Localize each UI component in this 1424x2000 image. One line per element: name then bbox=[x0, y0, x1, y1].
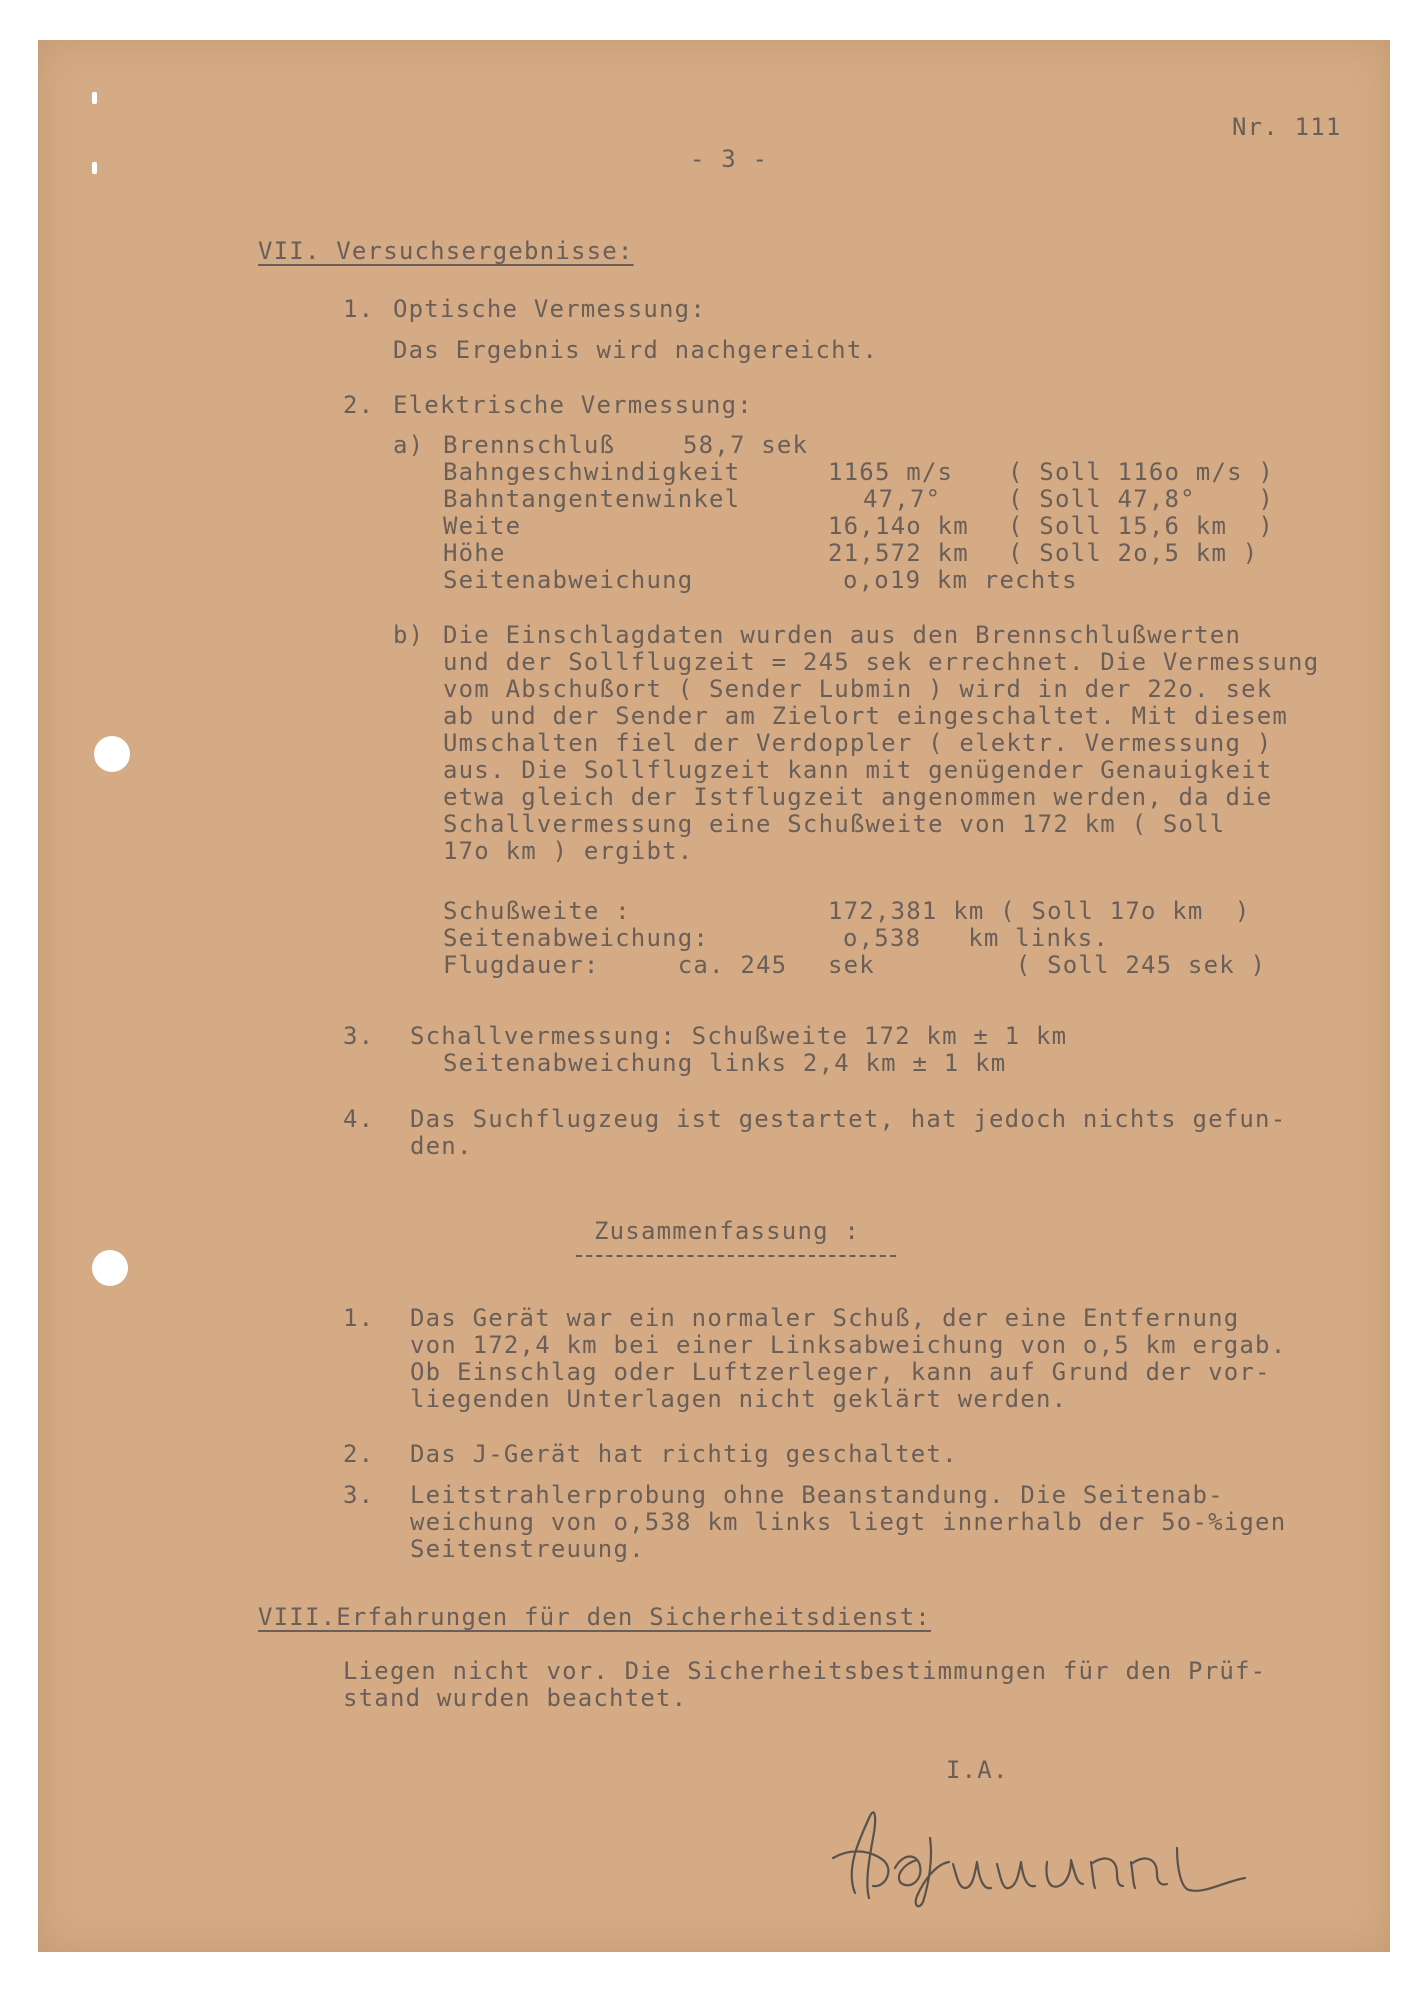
item-text: Seitenabweichung links 2,4 km ± 1 km bbox=[443, 1049, 1007, 1077]
measurement-label: Brennschluß bbox=[443, 431, 616, 459]
item-text: Das Ergebnis wird nachgereicht. bbox=[393, 336, 879, 364]
measurement-value: o,o19 km rechts bbox=[843, 566, 1078, 594]
item-text: den. bbox=[410, 1132, 473, 1160]
list-marker: b) bbox=[393, 621, 425, 649]
margin-mark bbox=[92, 162, 97, 174]
item-text: Schallvermessung: Schußweite 172 km ± 1 km bbox=[410, 1022, 1068, 1050]
item-number: 3. bbox=[343, 1022, 375, 1050]
measurement-value: 16,14o km bbox=[828, 512, 969, 540]
measurement-target: ( Soll 15,6 km ) bbox=[1008, 512, 1275, 540]
paragraph-line: vom Abschußort ( Sender Lubmin ) wird in der 22o. sek bbox=[443, 675, 1273, 703]
paragraph-line: 17o km ) ergibt. bbox=[443, 837, 694, 865]
paragraph-line: stand wurden beachtet. bbox=[343, 1684, 688, 1712]
item-text: Das Suchflugzeug ist gestartet, hat jedoch nichts gefun- bbox=[410, 1105, 1287, 1133]
item-number: 2. bbox=[343, 391, 375, 419]
measurement-value: 1165 m/s bbox=[828, 458, 954, 486]
paragraph-line: Liegen nicht vor. Die Sicherheitsbestimmungen für den Prüf- bbox=[343, 1657, 1267, 1685]
result-value: 172,381 km ( Soll 17o km ) bbox=[828, 897, 1251, 925]
item-number: 1. bbox=[343, 1304, 375, 1332]
paragraph-line: Seitenstreuung. bbox=[410, 1535, 645, 1563]
result-label: Seitenabweichung: bbox=[443, 924, 710, 952]
measurement-target: ( Soll 116o m/s ) bbox=[1008, 458, 1275, 486]
measurement-target: ( Soll 47,8° ) bbox=[1008, 485, 1275, 513]
paragraph-line: weichung von o,538 km links liegt innerhalb der 5o-%igen bbox=[410, 1508, 1287, 1536]
document-number: Nr. 111 bbox=[1232, 113, 1342, 141]
result-label: Schußweite : bbox=[443, 897, 631, 925]
handwritten-signature bbox=[825, 1798, 1275, 1913]
item-number: 1. bbox=[343, 295, 375, 323]
paragraph-line: aus. Die Sollflugzeit kann mit genügender Genauigkeit bbox=[443, 756, 1273, 784]
list-marker: a) bbox=[393, 431, 425, 459]
paragraph-line: Leitstrahlerprobung ohne Beanstandung. Die Seitenab- bbox=[410, 1481, 1224, 1509]
measurement-label: Bahntangentenwinkel bbox=[443, 485, 741, 513]
result-value: sek ( Soll 245 sek ) bbox=[828, 951, 1267, 979]
paragraph-line: und der Sollflugzeit = 245 sek errechnet. Die Vermessung bbox=[443, 648, 1320, 676]
item-title: Elektrische Vermessung: bbox=[393, 391, 753, 419]
paragraph-line: etwa gleich der Istflugzeit angenommen werden, da die bbox=[443, 783, 1273, 811]
measurement-label: Höhe bbox=[443, 539, 506, 567]
paragraph-line: von 172,4 km bei einer Linksabweichung von o,5 km ergab. bbox=[410, 1331, 1287, 1359]
result-label: Flugdauer: ca. 245 bbox=[443, 951, 788, 979]
paragraph-line: Das J-Gerät hat richtig geschaltet. bbox=[410, 1440, 958, 1468]
paragraph-line: Ob Einschlag oder Luftzerleger, kann auf Grund der vor- bbox=[410, 1358, 1271, 1386]
item-title: Optische Vermessung: bbox=[393, 295, 706, 323]
heading-underline bbox=[576, 1255, 896, 1257]
section-heading: VIII.Erfahrungen für den Sicherheitsdienst: bbox=[258, 1603, 931, 1631]
measurement-value: 47,7° bbox=[863, 485, 942, 513]
item-number: 3. bbox=[343, 1481, 375, 1509]
punch-hole bbox=[94, 736, 130, 772]
measurement-label: Bahngeschwindigkeit bbox=[443, 458, 741, 486]
paragraph-line: Umschalten fiel der Verdoppler ( elektr. Vermessung ) bbox=[443, 729, 1273, 757]
paragraph-line: liegenden Unterlagen nicht geklärt werden. bbox=[410, 1385, 1068, 1413]
punch-hole bbox=[92, 1250, 128, 1286]
margin-mark bbox=[92, 92, 97, 104]
paragraph-line: ab und der Sender am Zielort eingeschaltet. Mit diesem bbox=[443, 702, 1289, 730]
page-number: - 3 - bbox=[690, 145, 769, 173]
measurement-label: Weite bbox=[443, 512, 522, 540]
item-number: 2. bbox=[343, 1440, 375, 1468]
measurement-value: 21,572 km bbox=[828, 539, 969, 567]
item-number: 4. bbox=[343, 1105, 375, 1133]
measurement-label: Seitenabweichung bbox=[443, 566, 694, 594]
paragraph-line: Die Einschlagdaten wurden aus den Brennschlußwerten bbox=[443, 621, 1242, 649]
section-heading: VII. Versuchsergebnisse: bbox=[258, 237, 634, 265]
result-value: o,538 km links. bbox=[843, 924, 1110, 952]
measurement-value: 58,7 sek bbox=[683, 431, 809, 459]
ia-note: I.A. bbox=[946, 1756, 1009, 1784]
summary-heading: Zusammenfassung : bbox=[594, 1217, 861, 1245]
measurement-target: ( Soll 2o,5 km ) bbox=[1008, 539, 1259, 567]
paragraph-line: Das Gerät war ein normaler Schuß, der eine Entfernung bbox=[410, 1304, 1240, 1332]
paragraph-line: Schallvermessung eine Schußweite von 172 km ( Soll bbox=[443, 810, 1226, 838]
